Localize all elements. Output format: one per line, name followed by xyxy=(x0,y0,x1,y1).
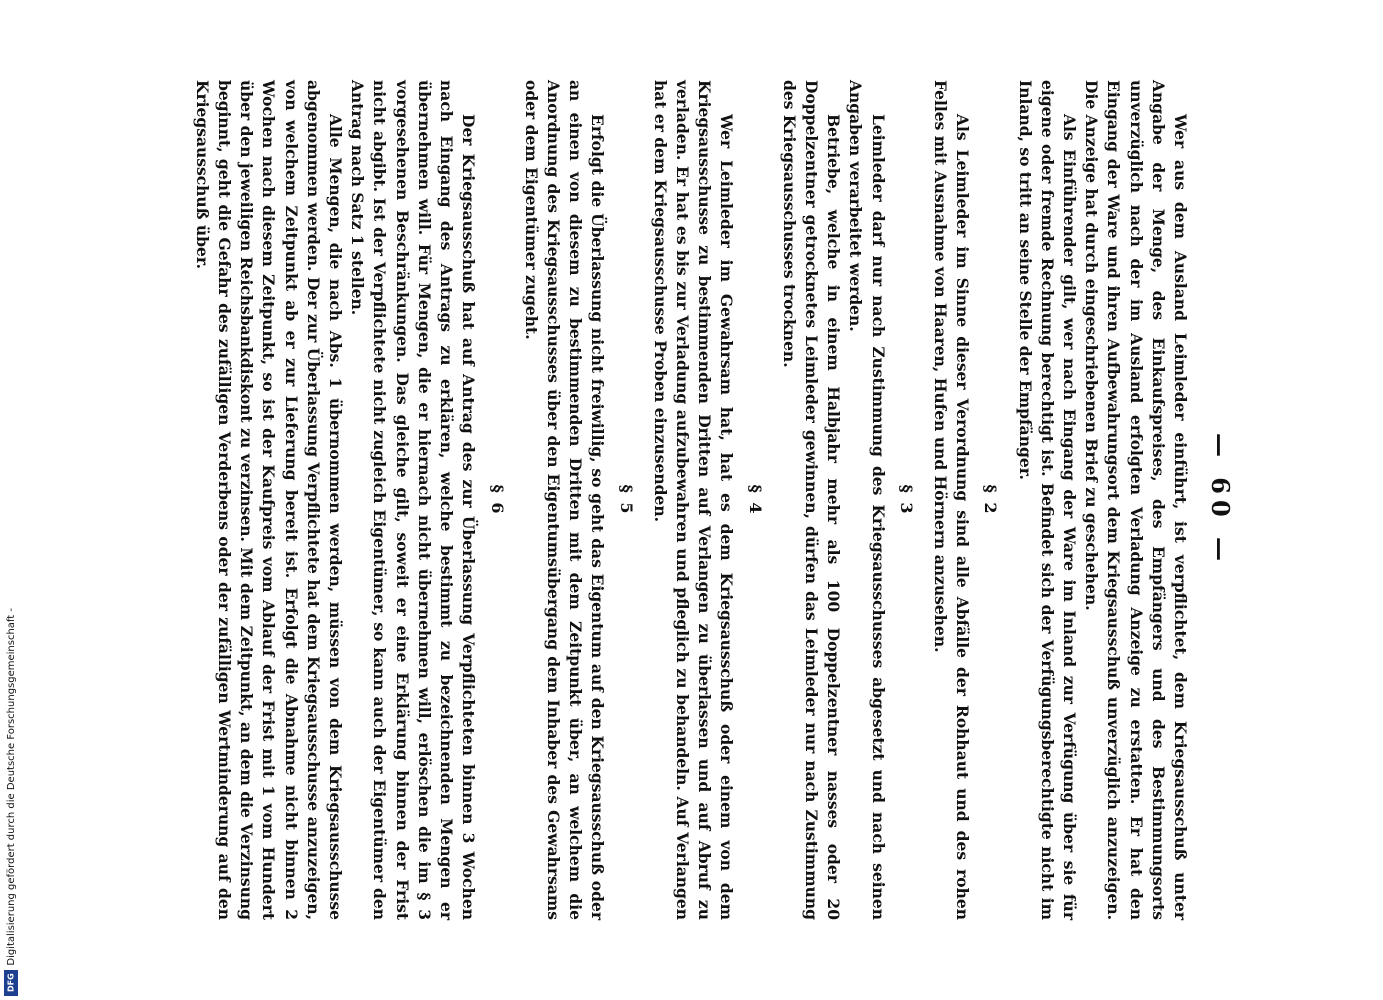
paragraph: Wer Leimleder im Gewahrsam hat, hat es dem Kriegsausschuß oder einem von dem Kriegsausschusse zu bestimmenden Dritten auf Verlangen zu überlassen und auf Abruf zu verladen. Er hat es bis zur Verladung aufzubewahren und pfleglich zu behandeln. Auf Verlangen hat er dem Kriegsausschusse Proben einzusenden. xyxy=(650,80,737,920)
paragraph: Alle Mengen, die nach Abs. 1 übernommen werden, müssen von dem Kriegsausschusse abgenommen werden. Der zur Überlassung Verpflichtete hat dem Kriegsausschusse anzuzeigen, von welchem Zeitpunkt ab er zur Lieferung bereit ist. Erfolgt die Abnahme nicht binnen 2 Wochen nach diesem Zeitpunkt, so ist der Kaufpreis vom Ablauf der Frist mit 1 vom Hundert über den jeweiligen Reichsbankdiskont zu verzinsen. Mit dem Zeitpunkt, an dem die Verzinsung beginnt, geht die Gefahr des zufälligen Verderbens oder der zufälligen Wertminderung auf den Kriegsausschuß über. xyxy=(192,80,346,920)
digitization-credit xyxy=(0,0,22,1000)
paragraph: Betriebe, welche in einem Halbjahr mehr als 100 Doppelzentner nasses oder 20 Doppelzentner getrocknetes Leimleder gewinnen, dürfen das Leimleder nur nach Zustimmung des Kriegsausschusses trocknen. xyxy=(779,80,844,920)
section-heading: § 4 xyxy=(745,484,765,516)
credit-text: Digitalisierung gefördert durch die Deutsche Forschungsgemeinschaft - xyxy=(5,608,17,966)
section-heading: § 2 xyxy=(981,484,1001,516)
section-heading: § 5 xyxy=(616,484,636,516)
paragraph: Leimleder darf nur nach Zustimmung des Kriegsausschusses abgesetzt und nach seinen Angaben verarbeitet werden. xyxy=(846,80,888,920)
section-heading: § 6 xyxy=(487,484,507,516)
section-heading: § 3 xyxy=(896,484,916,516)
paragraph: Als Leimleder im Sinne dieser Verordnung sind alle Abfälle der Rohhaut und des rohen Felles mit Ausnahme von Haaren, Hufen und Hörnern anzusehen. xyxy=(930,80,973,920)
dfg-logo-icon: DFG xyxy=(4,970,18,996)
paragraph: Als Einführender gilt, wer nach Eingang der Ware im Inland zur Verfügung über sie für eigene oder fremde Rechnung berechtigt ist. Befindet sich der Verfügungsberechtigte nicht im Inland, so tritt an seine Stelle der Empfänger. xyxy=(1015,80,1079,920)
paragraph: Wer aus dem Ausland Leimleder einführt, ist verpflichtet, dem Kriegsausschuß unter Angabe der Menge, des Einkaufspreises, des Empfängers und des Bestimmungsorts unverzüglich nach der im Ausland erfolgten Verladung Anzeige zu erstatten. Er hat den Eingang der Ware und ihren Aufbewahrungsort dem Kriegsausschuß unverzüglich anzuzeigen. Die Anzeige hat durch eingeschriebenen Brief zu geschehen. xyxy=(1082,80,1190,920)
paragraph: Erfolgt die Überlassung nicht freiwillig, so geht das Eigentum auf den Kriegsausschuß oder an einen von diesem zu bestimmenden Dritten mit dem Zeitpunkt über, an welchem die Anordnung des Kriegsausschusses über den Eigentumsübergang dem Inhaber des Gewahrsams oder dem Eigentümer zugeht. xyxy=(521,80,608,920)
paragraph: Der Kriegsausschuß hat auf Antrag des zur Überlassung Verpflichteten binnen 3 Wochen nach Eingang des Antrags zu erklären, welche bestimmt zu bezeichnenden Mengen er übernehmen will. Für Mengen, die er hiernach nicht übernehmen will, erlöschen die im § 3 vorgesehenen Beschränkungen. Das gleiche gilt, soweit er eine Erklärung binnen der Frist nicht abgibt. Ist der Verpflichtete nicht zugleich Eigentümer, so kann auch der Eigentümer den Antrag nach Satz 1 stellen. xyxy=(348,80,479,920)
page-body xyxy=(191,80,1191,920)
rotated-page-content xyxy=(65,80,1235,920)
page-number: — 60 — xyxy=(1206,432,1235,568)
